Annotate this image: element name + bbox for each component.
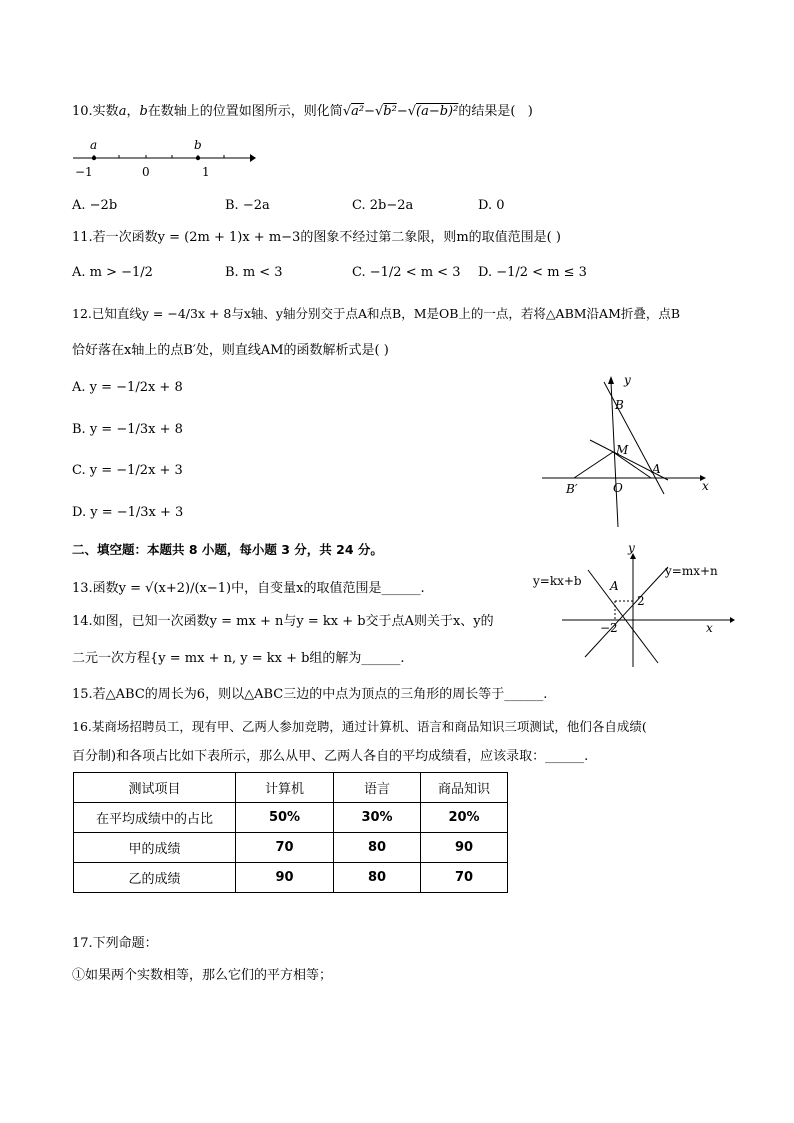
- table-cell: 80: [334, 833, 421, 863]
- q13-stem: 13.函数y = √(x+2)/(x−1)中，自变量x的取值范围是______.: [72, 581, 425, 596]
- q11-option-c[interactable]: C. −1/2 < m < 3: [352, 265, 461, 280]
- table-header: 语言: [334, 773, 421, 803]
- fig-label-x: x: [706, 621, 713, 635]
- fig-label-A: A: [610, 579, 619, 593]
- fig-label-A: A: [652, 462, 661, 476]
- q12-option-b[interactable]: B. y = −1/3x + 8: [72, 422, 183, 437]
- q15-stem: 15.若△ABC的周长为6，则以△ABC三边的中点为顶点的三角形的周长等于______.: [72, 687, 548, 702]
- y-arrow-icon: [608, 376, 614, 384]
- table-cell: 80: [334, 863, 421, 893]
- fig-label-2: 2: [637, 594, 645, 608]
- table-header: 测试项目: [74, 773, 236, 803]
- fig-label-O: O: [613, 481, 623, 495]
- table-cell: 在平均成绩中的占比: [74, 803, 236, 833]
- label-a: a: [90, 138, 98, 152]
- q17-item1: ①如果两个实数相等，那么它们的平方相等；: [72, 968, 333, 983]
- fig-label-x: x: [702, 479, 709, 493]
- table-header: 计算机: [236, 773, 334, 803]
- tick-neg1: −1: [75, 165, 93, 179]
- q10-option-b[interactable]: B. −2a: [225, 198, 270, 213]
- q11-stem: 11.若一次函数y = (2m + 1)x + m−3的图象不经过第二象限，则m的取值范围是( ): [72, 230, 561, 245]
- table-cell: 90: [421, 833, 508, 863]
- q12-option-d[interactable]: D. y = −1/3x + 3: [72, 505, 184, 520]
- table-cell: 20%: [421, 803, 508, 833]
- q10-option-c[interactable]: C. 2b−2a: [352, 198, 414, 213]
- fig-label-M: M: [616, 443, 629, 457]
- q10-option-a[interactable]: A. −2b: [72, 198, 118, 213]
- fig-label-B: B: [615, 398, 624, 412]
- table-cell: 甲的成绩: [74, 833, 236, 863]
- table-cell: 90: [236, 863, 334, 893]
- point-b: [196, 156, 200, 160]
- q16-score-table: [73, 772, 508, 893]
- q10-option-d[interactable]: D. 0: [478, 198, 505, 213]
- q12-stem-line2: 恰好落在x轴上的点B′处，则直线AM的函数解析式是( ): [72, 343, 389, 358]
- table-row: [74, 833, 508, 863]
- fig-label-Bprime: B′: [566, 482, 578, 496]
- q14-stem-line1: 14.如图，已知一次函数y = mx + n与y = kx + b交于点A则关于x、y的: [72, 614, 494, 629]
- fig-label-kx-b: y=kx+b: [533, 574, 582, 588]
- table-cell: 30%: [334, 803, 421, 833]
- table-row: [74, 863, 508, 893]
- fig-label-y: y: [628, 545, 635, 555]
- q12-option-a[interactable]: A. y = −1/2x + 8: [72, 380, 183, 395]
- section2-title: 二、填空题：本题共 8 小题，每小题 3 分，共 24 分。: [72, 542, 383, 557]
- table-cell: 乙的成绩: [74, 863, 236, 893]
- table-header: 商品知识: [421, 773, 508, 803]
- table-cell: 70: [421, 863, 508, 893]
- fig-label-mx-n: y=mx+n: [665, 564, 718, 578]
- label-b: b: [194, 138, 202, 152]
- x-arrow-icon: [730, 617, 735, 623]
- table-cell: 50%: [236, 803, 334, 833]
- q11-option-a[interactable]: A. m > −1/2: [72, 265, 153, 280]
- table-header-row: [74, 773, 508, 803]
- fig-label-neg2: −2: [600, 621, 618, 635]
- arrow-icon: [250, 154, 256, 162]
- table-cell: 70: [236, 833, 334, 863]
- fig-label-y: y: [624, 373, 631, 387]
- table-row: [74, 803, 508, 833]
- tick-1: 1: [202, 165, 210, 179]
- q11-option-b[interactable]: B. m < 3: [225, 265, 283, 280]
- q16-stem-line2: 百分制)和各项占比如下表所示，那么从甲、乙两人各自的平均成绩看，应该录取：______.: [72, 749, 589, 764]
- q10-number-line: [70, 135, 260, 180]
- q12-stem-line1: 12.已知直线y = −4/3x + 8与x轴、y轴分别交于点A和点B，M是OB上的一点，若将△ABM沿AM折叠，点B: [72, 306, 681, 321]
- point-a: [92, 156, 96, 160]
- q12-figure: [538, 372, 718, 532]
- q14-stem-line2: 二元一次方程{y = mx + n, y = kx + b组的解为______.: [72, 651, 405, 666]
- q16-stem-line1: 16.某商场招聘员工，现有甲、乙两人参加竞聘，通过计算机、语言和商品知识三项测试，他们各自成绩(: [72, 719, 647, 734]
- q17-stem: 17.下列命题：: [72, 936, 158, 951]
- q14-figure: [530, 545, 735, 670]
- tick-0: 0: [142, 165, 150, 179]
- q12-option-c[interactable]: C. y = −1/2x + 3: [72, 463, 183, 478]
- q11-option-d[interactable]: D. −1/2 < m ≤ 3: [478, 265, 587, 280]
- q10-stem: 10.实数a，b在数轴上的位置如图所示，则化简√a²−√b²−√(a−b)²的结果是( ): [72, 104, 533, 119]
